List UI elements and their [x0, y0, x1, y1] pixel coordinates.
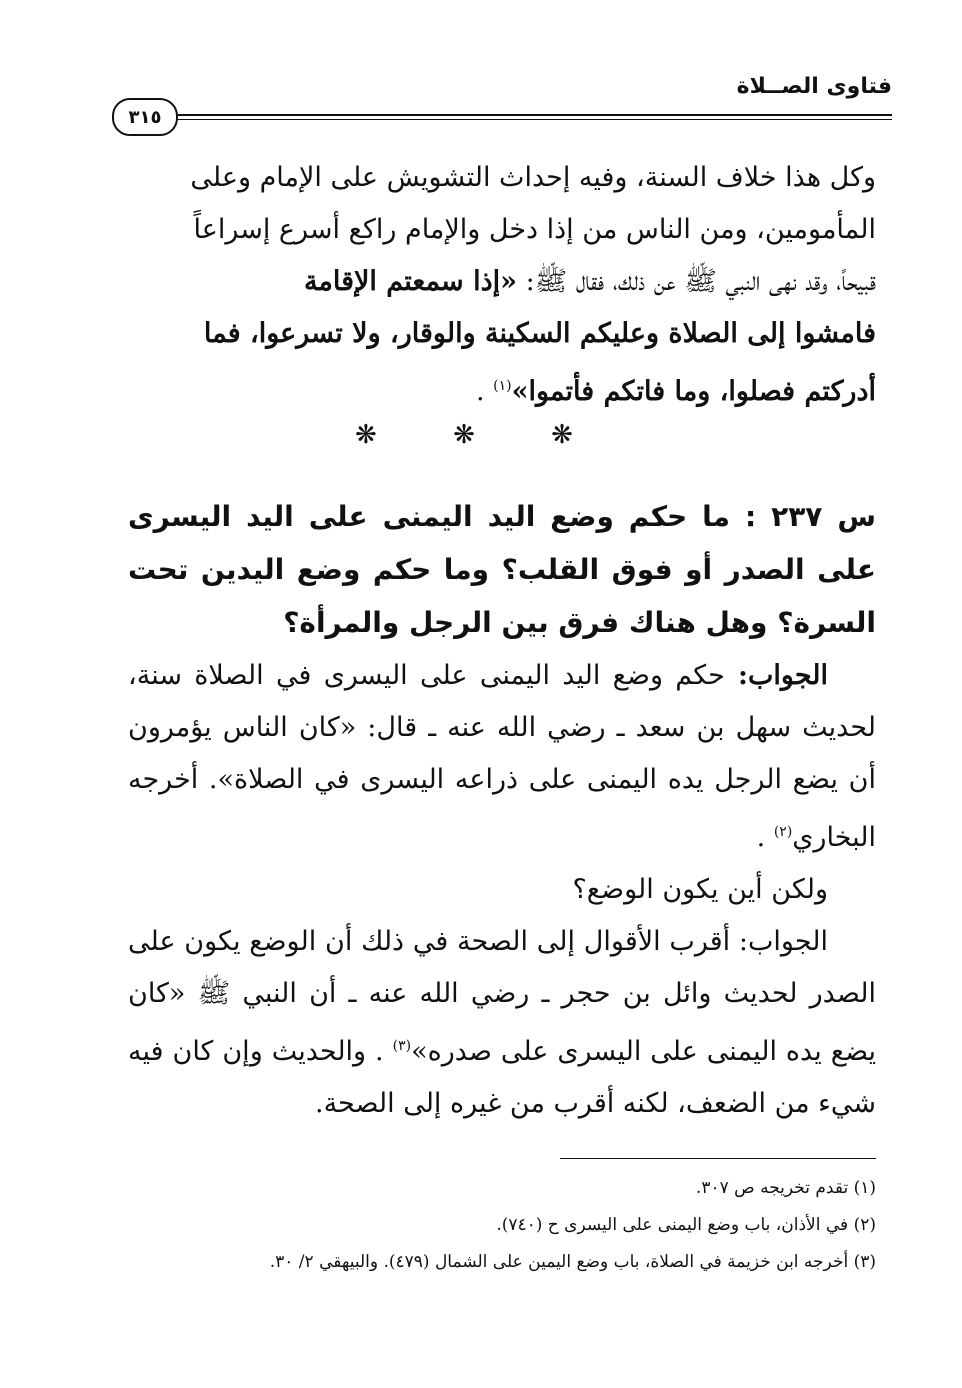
text-line: وكل هذا خلاف السنة، وفيه إحداث التشويش على الإمام وعلى	[190, 162, 876, 193]
answer-text: الجواب: أقرب الأقوال إلى الصحة في ذلك أن الوضع يكون على الصدر لحديث وائل بن حجر ـ رضي الله عنه ـ أن النبي ﷺ «كان يضع يده اليمنى على اليسرى على صدره»	[128, 926, 876, 1067]
question-text	[128, 490, 876, 649]
footnote: (٢) في الأذان، باب وضع اليمنى على اليسرى ح (٧٤٠).	[496, 1215, 876, 1235]
hadith-quote: أدركتم فصلوا، وما فاتكم فأتموا»	[511, 376, 876, 407]
question-block	[128, 490, 876, 649]
text-line	[128, 256, 876, 308]
answer-label: الجواب:	[724, 660, 828, 691]
question-line: ولكن أين يكون الوضع؟	[572, 874, 828, 905]
header-title: فتاوى الصــلاة	[736, 74, 892, 99]
footnotes	[150, 1170, 876, 1281]
header-rule-thin	[174, 119, 892, 120]
answer-block	[128, 650, 876, 1130]
footnote-ref: (٢)	[773, 824, 793, 840]
text-plain: قبيحاً، وقد نهى النبي ﷺ عن ذلك، فقال ﷺ:	[516, 266, 876, 297]
running-header	[112, 74, 892, 128]
text-line	[128, 360, 876, 418]
answer-text: حكم وضع اليد اليمنى على اليسرى في الصلاة سنة، لحديث سهل بن سعد ـ رضي الله عنه ـ قال: «كان الناس يؤمرون أن يضع الرجل يده اليمنى على ذراعه اليسرى في الصلاة». أخرجه البخاري	[128, 660, 876, 853]
answer-paragraph	[128, 916, 876, 1130]
answer-text-end: . والحديث وإن كان فيه شيء من الضعف، لكنه أقرب من غيره إلى الصحة.	[128, 1036, 876, 1119]
question-label: س ٢٣٧ :	[730, 500, 876, 533]
sentence-end: .	[475, 376, 494, 407]
footnote: (١) تقدم تخريجه ص ٣٠٧.	[695, 1178, 876, 1198]
hadith-quote: «إذا سمعتم الإقامة	[303, 266, 517, 297]
section-separator: ❋ ❋ ❋	[355, 420, 607, 450]
sentence-end: .	[756, 822, 774, 853]
question-body: ما حكم وضع اليد اليمنى على اليد اليسرى على الصدر أو فوق القلب؟ وما حكم وضع اليدين تحت السرة؟ وهل هناك فرق بين الرجل والمرأة؟	[128, 500, 876, 639]
answer-paragraph	[128, 650, 876, 864]
text-line: المأمومين، ومن الناس من إذا دخل والإمام راكع أسرع إسراعاً	[193, 214, 876, 245]
footnote-ref: (٣)	[392, 1038, 412, 1054]
footnote-ref: (١)	[493, 378, 512, 394]
top-paragraph	[128, 152, 876, 418]
footnote: (٣) أخرجه ابن خزيمة في الصلاة، باب وضع اليمين على الشمال (٤٧٩). والبيهقي ٢/ ٣٠.	[269, 1252, 876, 1272]
hadith-quote-line: فامشوا إلى الصلاة وعليكم السكينة والوقار، ولا تسرعوا، فما	[203, 318, 876, 349]
footnote-rule	[560, 1158, 876, 1159]
page-number: ٣١٥	[112, 98, 178, 136]
header-rule	[174, 114, 892, 116]
